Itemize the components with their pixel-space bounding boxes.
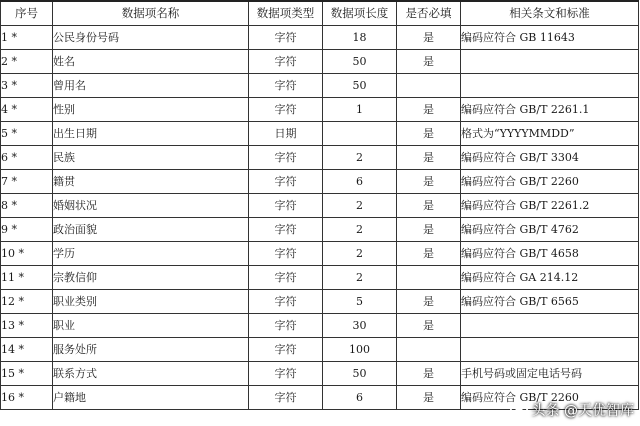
cell-name: 联系方式	[53, 362, 249, 386]
cell-length: 18	[323, 26, 397, 50]
cell-length: 5	[323, 290, 397, 314]
cell-required	[397, 74, 461, 98]
cell-required: 是	[397, 122, 461, 146]
table-row	[1, 362, 639, 386]
cell-length: 2	[323, 242, 397, 266]
cell-required: 是	[397, 98, 461, 122]
table-row	[1, 122, 639, 146]
cell-name: 户籍地	[53, 386, 249, 410]
cell-length: 6	[323, 170, 397, 194]
header-type: 数据项类型	[249, 1, 323, 26]
header-seq: 序号	[1, 1, 53, 26]
cell-standard: 格式为“YYYYMMDD”	[461, 122, 639, 146]
cell-type: 字符	[249, 314, 323, 338]
table-row	[1, 218, 639, 242]
cell-type: 字符	[249, 74, 323, 98]
cell-length: 6	[323, 386, 397, 410]
cell-seq: 2 *	[1, 50, 53, 74]
cell-seq: 3 *	[1, 74, 53, 98]
cell-required: 是	[397, 170, 461, 194]
cell-seq: 1 *	[1, 26, 53, 50]
cell-standard: 编码应符合 GB/T 2260	[461, 386, 639, 410]
cell-type: 字符	[249, 98, 323, 122]
cell-type: 日期	[249, 122, 323, 146]
cell-required: 是	[397, 194, 461, 218]
cell-type: 字符	[249, 266, 323, 290]
cell-length: 30	[323, 314, 397, 338]
cell-standard: 编码应符合 GB/T 2261.2	[461, 194, 639, 218]
cell-seq: 8 *	[1, 194, 53, 218]
cell-type: 字符	[249, 170, 323, 194]
cell-length	[323, 122, 397, 146]
cell-standard: 编码应符合 GB/T 3304	[461, 146, 639, 170]
table-row	[1, 242, 639, 266]
cell-seq: 14 *	[1, 338, 53, 362]
cell-seq: 10 *	[1, 242, 53, 266]
cell-seq: 5 *	[1, 122, 53, 146]
cell-seq: 7 *	[1, 170, 53, 194]
cell-length: 1	[323, 98, 397, 122]
header-name: 数据项名称	[53, 1, 249, 26]
cell-seq: 4 *	[1, 98, 53, 122]
cell-length: 2	[323, 146, 397, 170]
cell-name: 服务处所	[53, 338, 249, 362]
cell-length: 50	[323, 362, 397, 386]
table-row	[1, 266, 639, 290]
cell-required: 是	[397, 26, 461, 50]
cell-name: 职业	[53, 314, 249, 338]
cell-seq: 13 *	[1, 314, 53, 338]
header-length: 数据项长度	[323, 1, 397, 26]
cell-name: 籍贯	[53, 170, 249, 194]
cell-name: 出生日期	[53, 122, 249, 146]
cell-seq: 11 *	[1, 266, 53, 290]
table-row	[1, 98, 639, 122]
cell-seq: 6 *	[1, 146, 53, 170]
cell-required: 是	[397, 218, 461, 242]
watermark-text: 头条 @天优智库	[531, 403, 634, 419]
cell-type: 字符	[249, 386, 323, 410]
cell-length: 2	[323, 194, 397, 218]
cell-name: 职业类别	[53, 290, 249, 314]
cell-standard	[461, 314, 639, 338]
cell-length: 100	[323, 338, 397, 362]
cell-seq: 9 *	[1, 218, 53, 242]
table-row	[1, 194, 639, 218]
table-row	[1, 50, 639, 74]
cell-type: 字符	[249, 362, 323, 386]
header-standard: 相关条文和标准	[461, 1, 639, 26]
cell-length: 2	[323, 218, 397, 242]
table-row	[1, 338, 639, 362]
cell-name: 宗教信仰	[53, 266, 249, 290]
cell-name: 公民身份号码	[53, 26, 249, 50]
cell-type: 字符	[249, 146, 323, 170]
cell-standard: 编码应符合 GA 214.12	[461, 266, 639, 290]
watermark	[510, 400, 634, 420]
cell-standard	[461, 50, 639, 74]
table-body	[1, 26, 639, 410]
cell-type: 字符	[249, 242, 323, 266]
cell-name: 学历	[53, 242, 249, 266]
cell-standard: 手机号码或固定电话号码	[461, 362, 639, 386]
cell-name: 民族	[53, 146, 249, 170]
cell-name: 婚姻状况	[53, 194, 249, 218]
cell-length: 2	[323, 266, 397, 290]
table-row	[1, 290, 639, 314]
cell-name: 性别	[53, 98, 249, 122]
cell-required	[397, 266, 461, 290]
cell-required: 是	[397, 146, 461, 170]
cell-seq: 16 *	[1, 386, 53, 410]
cell-type: 字符	[249, 194, 323, 218]
table-row	[1, 26, 639, 50]
cell-standard	[461, 338, 639, 362]
table-row	[1, 146, 639, 170]
cell-standard	[461, 74, 639, 98]
cell-seq: 15 *	[1, 362, 53, 386]
cell-standard: 编码应符合 GB/T 2260	[461, 170, 639, 194]
cell-standard: 编码应符合 GB/T 4762	[461, 218, 639, 242]
table-row	[1, 170, 639, 194]
cell-standard: 编码应符合 GB/T 4658	[461, 242, 639, 266]
camera-icon	[510, 401, 528, 419]
cell-length: 50	[323, 74, 397, 98]
cell-required: 是	[397, 242, 461, 266]
cell-required	[397, 338, 461, 362]
cell-standard: 编码应符合 GB 11643	[461, 26, 639, 50]
cell-name: 姓名	[53, 50, 249, 74]
cell-required: 是	[397, 290, 461, 314]
cell-standard: 编码应符合 GB/T 2261.1	[461, 98, 639, 122]
table-row	[1, 74, 639, 98]
cell-required: 是	[397, 50, 461, 74]
cell-type: 字符	[249, 338, 323, 362]
table-row	[1, 314, 639, 338]
cell-seq: 12 *	[1, 290, 53, 314]
cell-type: 字符	[249, 218, 323, 242]
cell-type: 字符	[249, 290, 323, 314]
cell-required: 是	[397, 362, 461, 386]
header-required: 是否必填	[397, 1, 461, 26]
cell-standard: 编码应符合 GB/T 6565	[461, 290, 639, 314]
cell-type: 字符	[249, 50, 323, 74]
cell-type: 字符	[249, 26, 323, 50]
cell-name: 政治面貌	[53, 218, 249, 242]
table-header-row	[1, 1, 639, 26]
cell-required: 是	[397, 386, 461, 410]
cell-required: 是	[397, 314, 461, 338]
cell-name: 曾用名	[53, 74, 249, 98]
cell-length: 50	[323, 50, 397, 74]
